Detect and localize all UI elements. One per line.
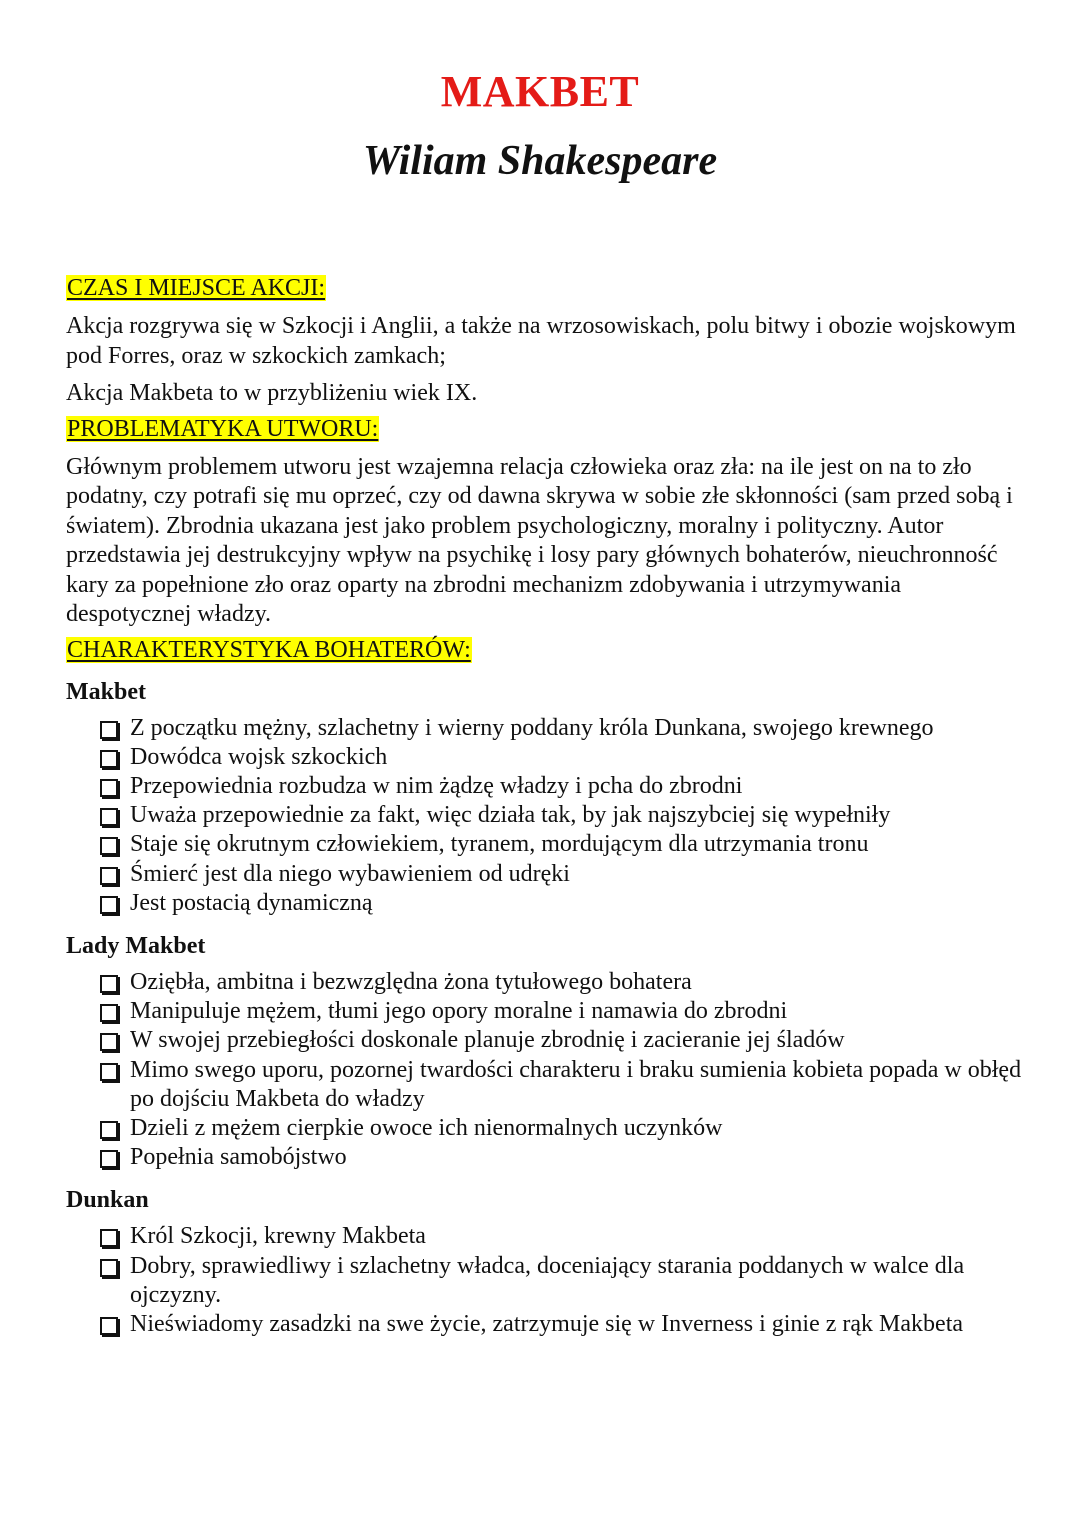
checkbox-icon <box>100 808 118 826</box>
checkbox-icon <box>100 721 118 739</box>
section-heading-problems-text: PROBLEMATYKA UTWORU: <box>67 415 379 442</box>
checkbox-icon <box>100 896 118 914</box>
trait-item: Mimo swego uporu, pozornej twardości charakteru i braku sumienia kobieta popada w obłęd po dojściu Makbeta do władzy <box>98 1056 1026 1114</box>
character-name: Dunkan <box>66 1187 149 1214</box>
document-title: MAKBET <box>440 67 640 116</box>
trait-item: Jest postacią dynamiczną <box>98 889 1026 918</box>
checkbox-icon <box>100 1259 118 1277</box>
checkbox-icon <box>100 1121 118 1139</box>
trait-item: Uważa przepowiednie za fakt, więc działa tak, by jak najszybciej się wypełniły <box>98 801 1026 830</box>
character-name: Lady Makbet <box>66 932 206 959</box>
checkbox-icon <box>100 1033 118 1051</box>
checkbox-icon <box>100 1150 118 1168</box>
trait-item: Nieświadomy zasadzki na swe życie, zatrzymuje się w Inverness i ginie z rąk Makbeta <box>98 1310 1026 1339</box>
checkbox-icon <box>100 750 118 768</box>
trait-item: Król Szkocji, krewny Makbeta <box>98 1222 1026 1251</box>
checkbox-icon <box>100 837 118 855</box>
checkbox-icon <box>100 1004 118 1022</box>
trait-item: Dowódca wojsk szkockich <box>98 743 1026 772</box>
character-trait-list <box>66 968 1026 1172</box>
checkbox-icon <box>100 1317 118 1335</box>
character-name: Makbet <box>66 678 146 705</box>
character-trait-list <box>66 1222 1026 1339</box>
trait-item: Manipuluje mężem, tłumi jego opory moralne i namawia do zbrodni <box>98 997 1026 1026</box>
time-place-paragraph: Akcja Makbeta to w przybliżeniu wiek IX. <box>66 380 478 406</box>
trait-item: W swojej przebiegłości doskonale planuje zbrodnię i zacieranie jej śladów <box>98 1026 1026 1055</box>
document-author: Wiliam Shakespeare <box>362 138 718 184</box>
trait-item: Śmierć jest dla niego wybawieniem od udręki <box>98 860 1026 889</box>
section-heading-time-place-text: CZAS I MIEJSCE AKCJI: <box>67 275 326 301</box>
trait-item: Z początku mężny, szlachetny i wierny poddany króla Dunkana, swojego krewnego <box>98 714 1026 743</box>
checkbox-icon <box>100 779 118 797</box>
section-heading-characters-text: CHARAKTERYSTYKA BOHATERÓW: <box>67 636 471 663</box>
trait-item: Dobry, sprawiedliwy i szlachetny władca, doceniający starania poddanych w walce dla ojczyzny. <box>98 1252 1026 1310</box>
time-place-paragraph: Akcja rozgrywa się w Szkocji i Anglii, a także na wrzosowiskach, polu bitwy i obozie wojskowym pod Forres, oraz w szkockich zamkach; <box>66 313 1016 369</box>
checkbox-icon <box>100 1063 118 1081</box>
section-heading-time-place <box>66 268 1026 308</box>
document-body <box>66 268 1026 1339</box>
section-heading-characters <box>66 630 1026 670</box>
trait-item: Oziębła, ambitna i bezwzględna żona tytułowego bohatera <box>98 968 1026 997</box>
trait-item: Przepowiednia rozbudza w nim żądzę władzy i pcha do zbrodni <box>98 772 1026 801</box>
problems-paragraph: Głównym problemem utworu jest wzajemna relacja człowieka oraz zła: na ile jest on na to zło podatny, czy potrafi się mu oprzeć, czy od dawna skrywa w sobie złe skłonności (sam przed sobą i światem). Zbrodnia ukazana jest jako problem psychologiczny, moralny i polityczny. Autor przedstawia jej destrukcyjny wpływ na psychikę i losy pary głównych bohaterów, nieuchronność kary za popełnione zło oraz oparty na zbrodni mechanizm zdobywania i utrzymywania despotycznej władzy. <box>66 453 1013 627</box>
trait-item: Dzieli z mężem cierpkie owoce ich nienormalnych uczynków <box>98 1114 1026 1143</box>
trait-item: Staje się okrutnym człowiekiem, tyranem, mordującym dla utrzymania tronu <box>98 830 1026 859</box>
section-heading-problems <box>66 409 1026 449</box>
checkbox-icon <box>100 975 118 993</box>
character-trait-list <box>66 714 1026 918</box>
checkbox-icon <box>100 867 118 885</box>
trait-item: Popełnia samobójstwo <box>98 1143 1026 1172</box>
checkbox-icon <box>100 1229 118 1247</box>
